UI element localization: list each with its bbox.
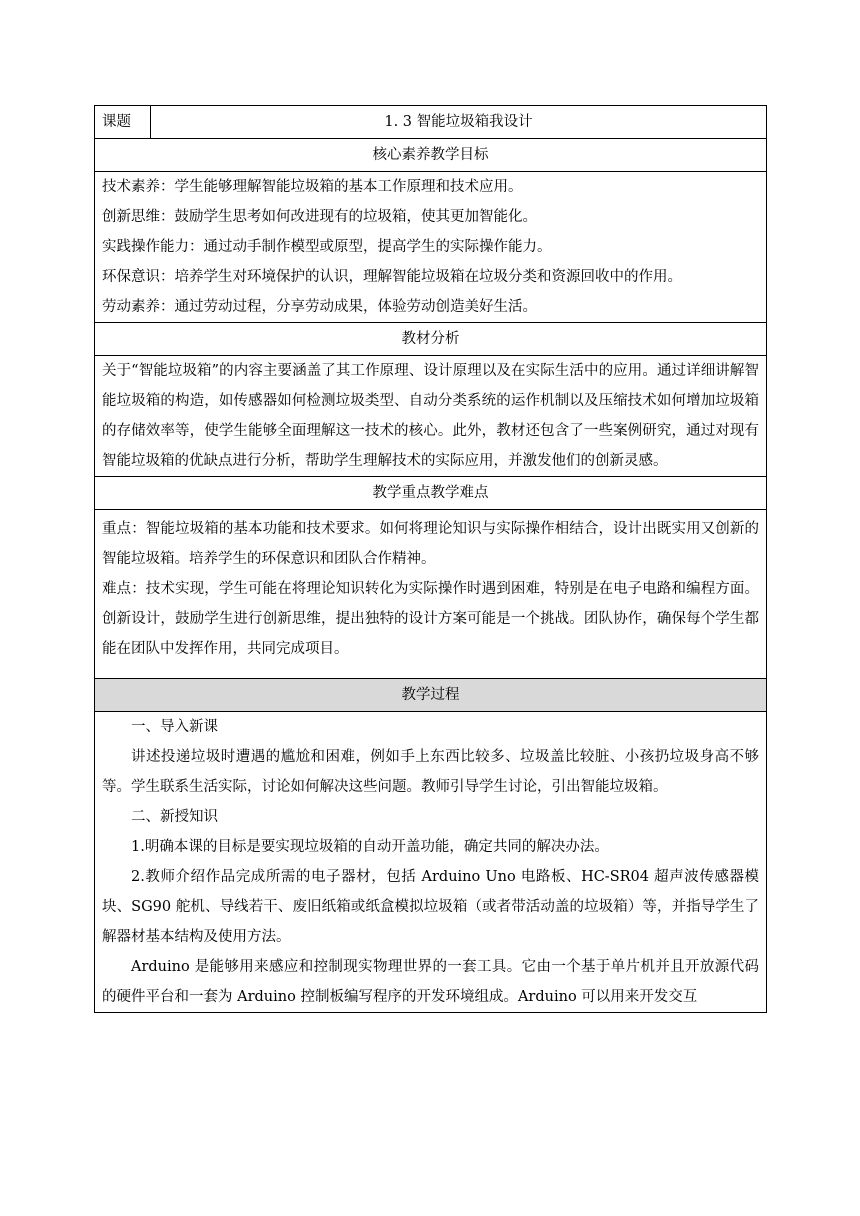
objectives-heading: 核心素养教学目标	[95, 139, 767, 172]
process-section-heading: 一、导入新课	[131, 719, 218, 735]
objectives-heading-row	[95, 139, 767, 172]
objective-item: 技术素养：学生能够理解智能垃圾箱的基本工作原理和技术应用。	[102, 179, 523, 195]
objective-item: 劳动素养：通过劳动过程，分享劳动成果，体验劳动创造美好生活。	[102, 299, 537, 315]
analysis-body-row	[95, 356, 767, 477]
key-points-cell	[95, 510, 767, 679]
process-paragraph: 1.明确本课的目标是要实现垃圾箱的自动开盖功能，确定共同的解决办法。	[131, 839, 609, 855]
process-paragraph: Arduino 是能够用来感应和控制现实物理世界的一套工具。它由一个基于单片机并且开放源代码的硬件平台和一套为 Arduino 控制板编写程序的开发环境组成。Arduino 可以用来开发交互	[102, 959, 759, 1005]
key-points-heading: 教学重点教学难点	[95, 477, 767, 510]
analysis-heading-row	[95, 323, 767, 356]
process-cell	[95, 712, 767, 1013]
key-points-body-row	[95, 510, 767, 679]
process-heading-row	[95, 679, 767, 712]
objectives-body-row	[95, 172, 767, 323]
objective-item: 实践操作能力：通过动手制作模型或原型，提高学生的实际操作能力。	[102, 239, 552, 255]
topic-value: 1. 3 智能垃圾箱我设计	[151, 106, 767, 139]
objectives-cell	[95, 172, 767, 323]
focus-text: 重点：智能垃圾箱的基本功能和技术要求。如何将理论知识与实际操作相结合，设计出既实用又创新的智能垃圾箱。培养学生的环保意识和团队合作精神。	[102, 521, 759, 567]
objective-item: 环保意识：培养学生对环境保护的认识，理解智能垃圾箱在垃圾分类和资源回收中的作用。	[102, 269, 682, 285]
process-heading: 教学过程	[95, 679, 767, 712]
process-paragraph: 2.教师介绍作品完成所需的电子器材，包括 Arduino Uno 电路板、HC-SR04 超声波传感器模块、SG90 舵机、导线若干、废旧纸箱或纸盒模拟垃圾箱（或者带活动盖的垃圾箱）等，并指导学生了解器材基本结构及使用方法。	[102, 869, 759, 945]
objective-item: 创新思维：鼓励学生思考如何改进现有的垃圾箱，使其更加智能化。	[102, 209, 537, 225]
process-body-row	[95, 712, 767, 1013]
process-paragraph: 讲述投递垃圾时遭遇的尴尬和困难，例如手上东西比较多、垃圾盖比较脏、小孩扔垃圾身高不够等。学生联系生活实际，讨论如何解决这些问题。教师引导学生讨论，引出智能垃圾箱。	[102, 749, 759, 795]
key-points-heading-row	[95, 477, 767, 510]
difficulty-text: 难点：技术实现，学生可能在将理论知识转化为实际操作时遇到困难，特别是在电子电路和编程方面。创新设计，鼓励学生进行创新思维，提出独特的设计方案可能是一个挑战。团队协作，确保每个学生都能在团队中发挥作用，共同完成项目。	[102, 581, 759, 657]
topic-row	[95, 106, 767, 139]
analysis-text: 关于“智能垃圾箱”的内容主要涵盖了其工作原理、设计原理以及在实际生活中的应用。通过详细讲解智能垃圾箱的构造，如传感器如何检测垃圾类型、自动分类系统的运作机制以及压缩技术如何增加垃圾箱的存储效率等，使学生能够全面理解这一技术的核心。此外，教材还包含了一些案例研究，通过对现有智能垃圾箱的优缺点进行分析，帮助学生理解技术的实际应用，并激发他们的创新灵感。	[102, 363, 759, 469]
process-section-heading: 二、新授知识	[131, 809, 218, 825]
analysis-cell	[95, 356, 767, 477]
lesson-plan-table	[94, 105, 767, 1013]
topic-label: 课题	[95, 106, 151, 139]
analysis-heading: 教材分析	[95, 323, 767, 356]
